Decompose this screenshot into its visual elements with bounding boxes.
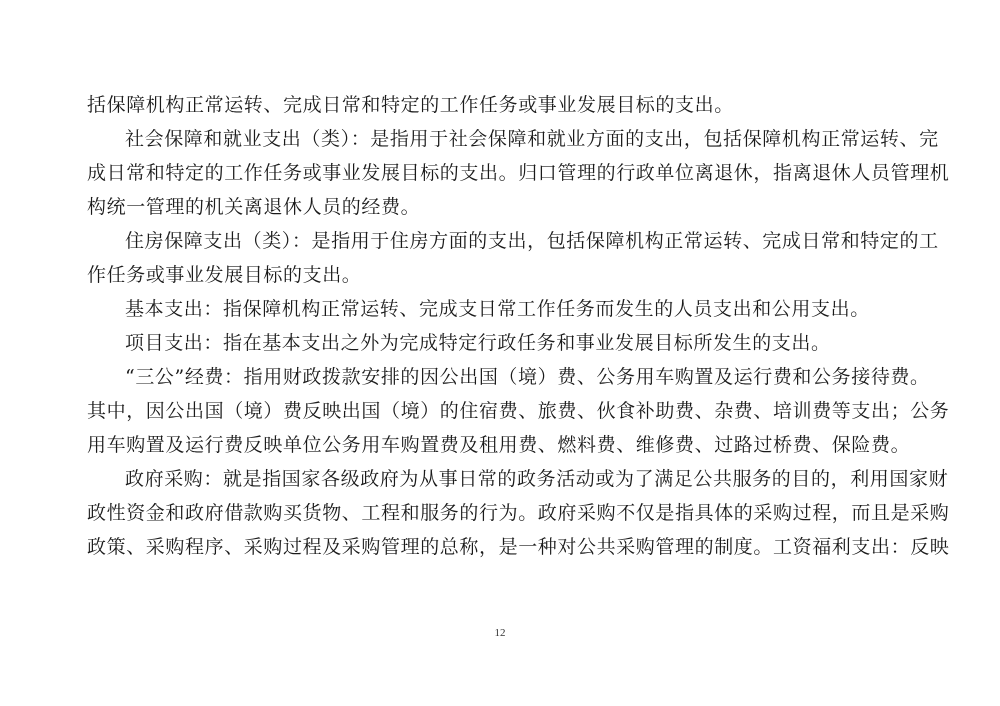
body-text: [87, 88, 950, 564]
text-line: 其中，因公出国（境）费反映出国（境）的住宿费、旅费、伙食补助费、杂费、培训费等支出；公务: [87, 400, 950, 422]
text-line: 政府采购：就是指国家各级政府为从事日常的政务活动或为了满足公共服务的目的，利用国家财: [125, 468, 949, 490]
text-line: 政策、采购程序、采购过程及采购管理的总称，是一种对公共采购管理的制度。工资福利支出：反映: [87, 536, 950, 558]
text-line: 成日常和特定的工作任务或事业发展目标的支出。归口管理的行政单位离退休，指离退休人员管理机: [87, 162, 950, 184]
text-line: 社会保障和就业支出（类）：是指用于社会保障和就业方面的支出，包括保障机构正常运转、完: [125, 128, 939, 150]
text-line: 用车购置及运行费反映单位公务用车购置费及租用费、燃料费、维修费、过路过桥费、保险费。: [87, 434, 911, 456]
text-line: 项目支出：指在基本支出之外为完成特定行政任务和事业发展目标所发生的支出。: [125, 332, 831, 354]
text-line: 基本支出：指保障机构正常运转、完成支日常工作任务而发生的人员支出和公用支出。: [125, 298, 870, 320]
text-line: 括保障机构正常运转、完成日常和特定的工作任务或事业发展目标的支出。: [87, 94, 734, 116]
text-line: “三公”经费：指用财政拨款安排的因公出国（境）费、公务用车购置及运行费和公务接待费。: [125, 366, 930, 388]
text-line: 构统一管理的机关离退休人员的经费。: [87, 196, 421, 218]
page-number: 12: [494, 627, 506, 639]
text-line: 政性资金和政府借款购买货物、工程和服务的行为。政府采购不仅是指具体的采购过程，而且是采购: [87, 502, 950, 524]
text-line: 作任务或事业发展目标的支出。: [87, 264, 362, 286]
text-line: 住房保障支出（类）：是指用于住房方面的支出，包括保障机构正常运转、完成日常和特定的工: [125, 230, 939, 252]
